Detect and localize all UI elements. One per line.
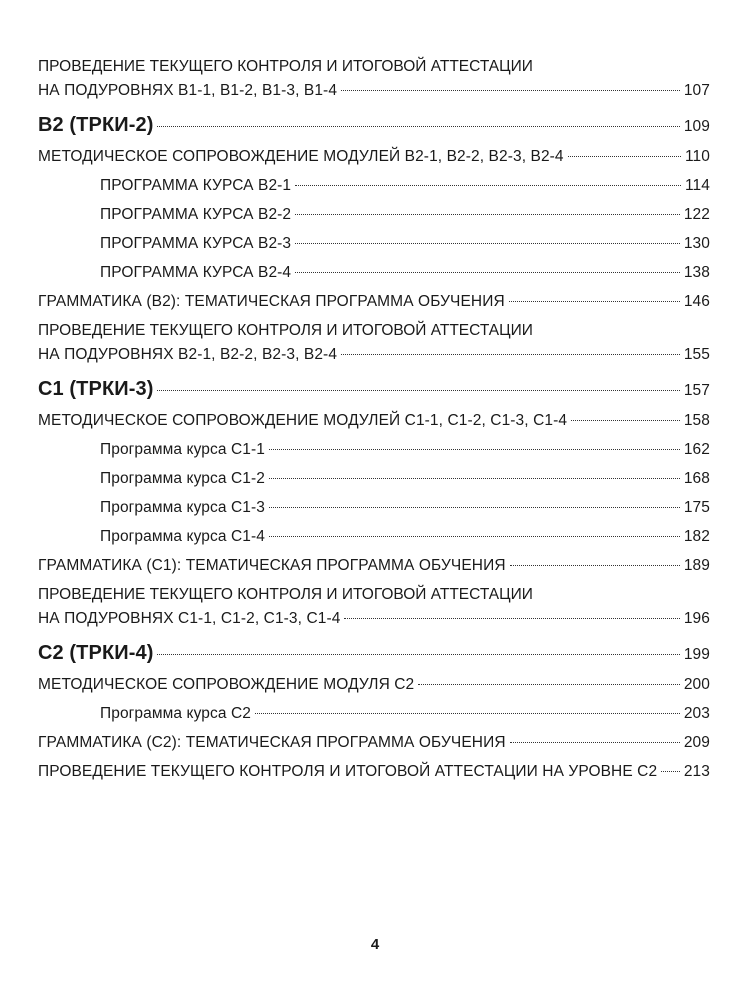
table-of-contents	[38, 58, 710, 781]
toc-page-number: 196	[683, 610, 710, 627]
dot-leader	[157, 126, 679, 127]
dot-leader	[344, 618, 679, 619]
toc-section-c1	[38, 378, 710, 401]
dot-leader	[269, 478, 680, 479]
toc-entry-b1-attestation-line1: ПРОВЕДЕНИЕ ТЕКУЩЕГО КОНТРОЛЯ И ИТОГОВОЙ АТТЕСТАЦИИ	[38, 58, 533, 75]
toc-entry-c2-attestation	[38, 763, 710, 781]
toc-page-number: 157	[683, 382, 710, 399]
toc-entry-title: Программа курса С1-2	[100, 470, 265, 487]
toc-section-b2	[38, 114, 710, 137]
toc-entry-b1-attestation	[38, 82, 710, 100]
toc-entry-c1-course-1	[38, 441, 710, 459]
toc-entry-b2-attestation-line1: ПРОВЕДЕНИЕ ТЕКУЩЕГО КОНТРОЛЯ И ИТОГОВОЙ АТТЕСТАЦИИ	[38, 322, 533, 339]
dot-leader	[295, 214, 680, 215]
toc-entry-c1-course-4	[38, 528, 710, 546]
dot-leader	[509, 301, 680, 302]
toc-entry-title: Программа курса С1-1	[100, 441, 265, 458]
toc-entry-b2-course-4	[38, 264, 710, 282]
toc-page-number: 213	[683, 763, 710, 780]
dot-leader	[269, 449, 680, 450]
dot-leader	[568, 156, 681, 157]
dot-leader	[157, 390, 679, 391]
dot-leader	[295, 272, 680, 273]
toc-page-number: 203	[683, 705, 710, 722]
toc-entry-title: ГРАММАТИКА (В2): ТЕМАТИЧЕСКАЯ ПРОГРАММА ОБУЧЕНИЯ	[38, 293, 505, 310]
toc-page-number: 138	[683, 264, 710, 281]
toc-page-number: 162	[683, 441, 710, 458]
toc-entry-c2-grammar	[38, 734, 710, 752]
dot-leader	[269, 536, 680, 537]
toc-page-number: 110	[684, 148, 710, 165]
dot-leader	[157, 654, 679, 655]
toc-page-number: 109	[683, 118, 710, 135]
dot-leader	[571, 420, 680, 421]
toc-entry-b2-grammar	[38, 293, 710, 311]
dot-leader	[661, 771, 680, 772]
dot-leader	[341, 354, 680, 355]
dot-leader	[269, 507, 680, 508]
toc-page-number: 199	[683, 646, 710, 663]
toc-page-number: 200	[683, 676, 710, 693]
dot-leader	[510, 565, 680, 566]
toc-page-number: 158	[683, 412, 710, 429]
toc-entry-title: ПРОГРАММА КУРСА В2-2	[100, 206, 292, 223]
page-number: 4	[370, 936, 380, 953]
toc-entry-b2-method	[38, 148, 710, 166]
toc-entry-b2-course-1	[38, 177, 710, 195]
toc-entry-b2-course-3	[38, 235, 710, 253]
toc-entry-c1-attestation	[38, 610, 710, 628]
toc-page-number: 189	[683, 557, 710, 574]
toc-page-number: 155	[683, 346, 710, 363]
toc-entry-title: ПРОВЕДЕНИЕ ТЕКУЩЕГО КОНТРОЛЯ И ИТОГОВОЙ АТТЕСТАЦИИ НА УРОВНЕ С2	[38, 763, 658, 780]
toc-page-number: 130	[683, 235, 710, 252]
toc-entry-title: ПРОГРАММА КУРСА В2-4	[100, 264, 292, 281]
toc-page-number: 114	[684, 177, 710, 194]
toc-entry-title: Программа курса С1-3	[100, 499, 265, 516]
toc-entry-title: Программа курса С2	[100, 705, 251, 722]
toc-page-number: 175	[683, 499, 710, 516]
dot-leader	[295, 243, 680, 244]
toc-page-number: 182	[683, 528, 710, 545]
toc-page-number: 168	[683, 470, 710, 487]
toc-entry-title: ГРАММАТИКА (С2): ТЕМАТИЧЕСКАЯ ПРОГРАММА ОБУЧЕНИЯ	[38, 734, 506, 751]
toc-entry-c1-course-2	[38, 470, 710, 488]
dot-leader	[295, 185, 681, 186]
toc-entry-b2-course-2	[38, 206, 710, 224]
toc-entry-title: НА ПОДУРОВНЯХ В1-1, В1-2, В1-3, В1-4	[38, 82, 338, 99]
toc-entry-c2-course	[38, 705, 710, 723]
toc-entry-c1-attestation-line1: ПРОВЕДЕНИЕ ТЕКУЩЕГО КОНТРОЛЯ И ИТОГОВОЙ АТТЕСТАЦИИ	[38, 586, 533, 603]
toc-entry-title: ПРОГРАММА КУРСА В2-1	[100, 177, 292, 194]
toc-section-title: С2 (ТРКИ-4)	[38, 642, 154, 664]
toc-entry-title: НА ПОДУРОВНЯХ С1-1, С1-2, С1-3, С1-4	[38, 610, 341, 627]
toc-entry-title: ГРАММАТИКА (С1): ТЕМАТИЧЕСКАЯ ПРОГРАММА ОБУЧЕНИЯ	[38, 557, 506, 574]
toc-entry-c1-method	[38, 412, 710, 430]
toc-page-number: 146	[683, 293, 710, 310]
toc-entry-c2-method	[38, 676, 710, 694]
toc-entry-title: Программа курса С1-4	[100, 528, 265, 545]
toc-entry-title: МЕТОДИЧЕСКОЕ СОПРОВОЖДЕНИЕ МОДУЛЕЙ В2-1, В2-2, В2-3, В2-4	[38, 148, 564, 165]
toc-section-c2	[38, 642, 710, 665]
dot-leader	[341, 90, 680, 91]
toc-entry-c1-course-3	[38, 499, 710, 517]
toc-entry-title: МЕТОДИЧЕСКОЕ СОПРОВОЖДЕНИЕ МОДУЛЯ С2	[38, 676, 415, 693]
toc-page-number: 107	[683, 82, 710, 99]
dot-leader	[510, 742, 680, 743]
toc-page-number: 122	[683, 206, 710, 223]
toc-entry-title: НА ПОДУРОВНЯХ В2-1, В2-2, В2-3, В2-4	[38, 346, 338, 363]
toc-section-title: В2 (ТРКИ-2)	[38, 114, 154, 136]
dot-leader	[418, 684, 680, 685]
toc-section-title: С1 (ТРКИ-3)	[38, 378, 154, 400]
toc-page-number: 209	[683, 734, 710, 751]
toc-entry-title: МЕТОДИЧЕСКОЕ СОПРОВОЖДЕНИЕ МОДУЛЕЙ С1-1, С1-2, С1-3, С1-4	[38, 412, 568, 429]
dot-leader	[255, 713, 680, 714]
toc-entry-title: ПРОГРАММА КУРСА В2-3	[100, 235, 292, 252]
toc-entry-c1-grammar	[38, 557, 710, 575]
toc-entry-b2-attestation	[38, 346, 710, 364]
